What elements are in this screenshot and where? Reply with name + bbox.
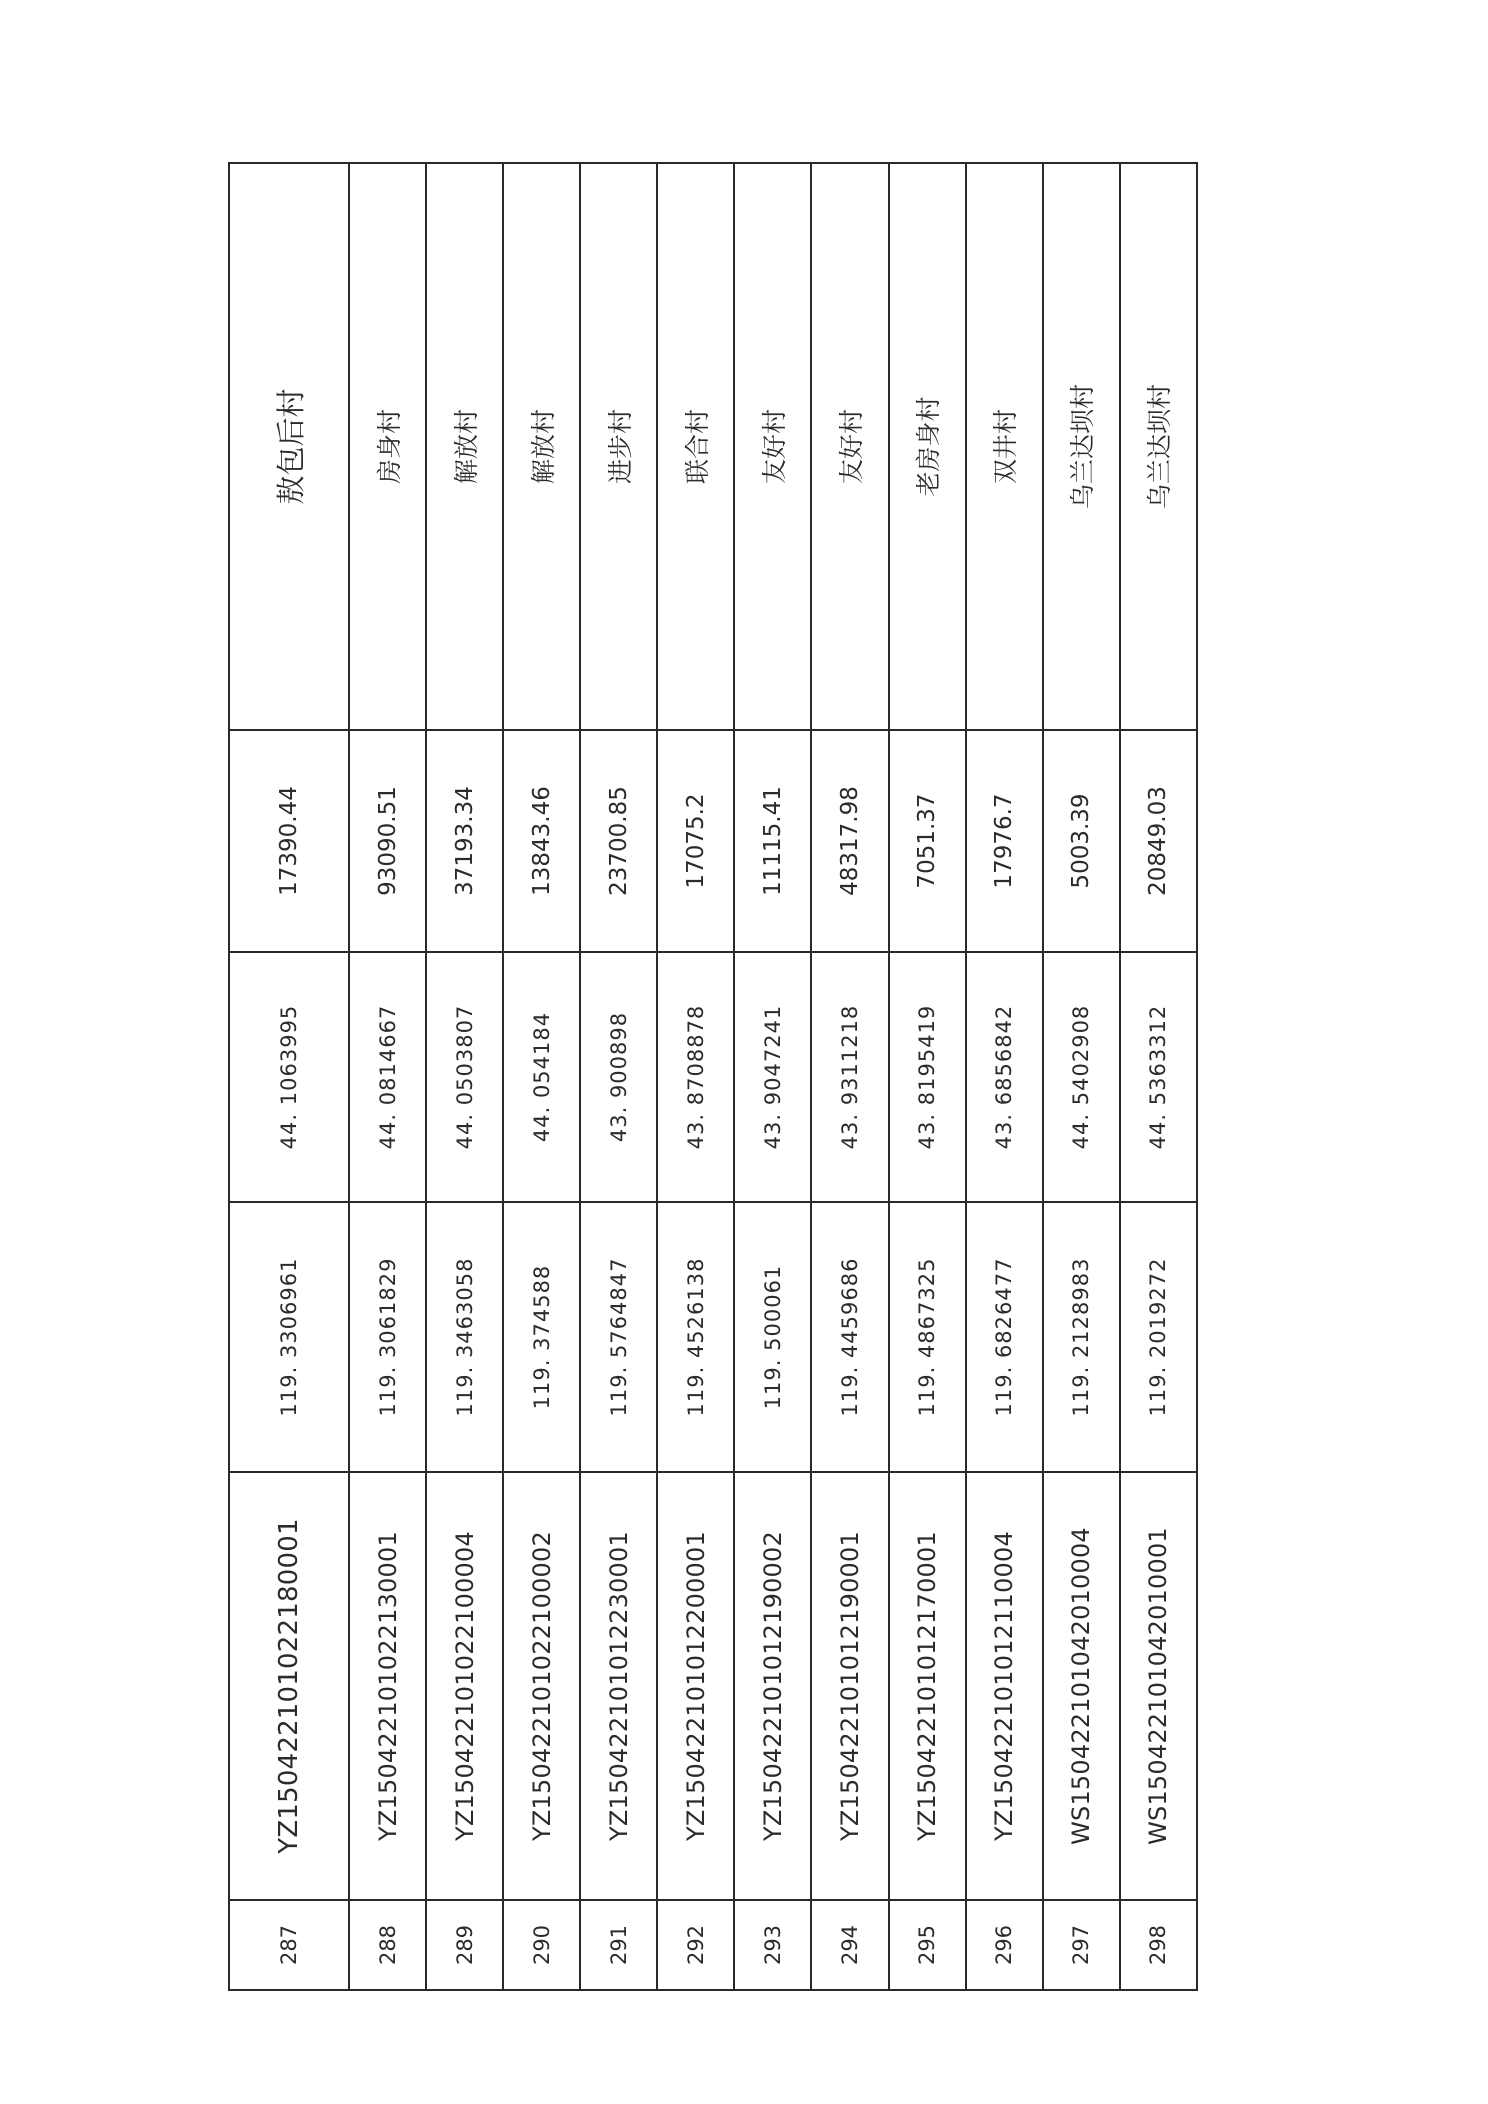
village-name: 联合村 — [657, 163, 734, 730]
row-number: 291 — [580, 1900, 657, 1990]
longitude: 119. 3061829 — [349, 1202, 426, 1472]
table-row — [1043, 163, 1120, 1990]
latitude: 44. 054184 — [503, 952, 580, 1202]
area-value: 37193.34 — [426, 730, 503, 952]
table-row — [734, 163, 811, 1990]
area-value: 7051.37 — [889, 730, 966, 952]
area-value: 93090.51 — [349, 730, 426, 952]
table-row — [1120, 163, 1197, 1990]
plot-code: YZ150422101012200001 — [657, 1472, 734, 1900]
data-table — [228, 162, 1198, 1991]
latitude: 44. 5363312 — [1120, 952, 1197, 1202]
village-name: 解放村 — [426, 163, 503, 730]
area-value: 11115.41 — [734, 730, 811, 952]
table-row — [426, 163, 503, 1990]
row-number: 297 — [1043, 1900, 1120, 1990]
table-row — [349, 163, 426, 1990]
plot-code: WS150422101042010001 — [1120, 1472, 1197, 1900]
table-row — [503, 163, 580, 1990]
longitude: 119. 3306961 — [229, 1202, 349, 1472]
row-number: 293 — [734, 1900, 811, 1990]
plot-code: YZ150422101022100004 — [426, 1472, 503, 1900]
row-number: 290 — [503, 1900, 580, 1990]
latitude: 44. 5402908 — [1043, 952, 1120, 1202]
village-name: 乌兰达坝村 — [1043, 163, 1120, 730]
longitude: 119. 4459686 — [811, 1202, 888, 1472]
latitude: 44. 0814667 — [349, 952, 426, 1202]
row-number: 295 — [889, 1900, 966, 1990]
village-name: 解放村 — [503, 163, 580, 730]
village-name: 敖包后村 — [229, 163, 349, 730]
table-row — [657, 163, 734, 1990]
latitude: 43. 6856842 — [966, 952, 1043, 1202]
village-name: 友好村 — [734, 163, 811, 730]
longitude: 119. 374588 — [503, 1202, 580, 1472]
village-name: 友好村 — [811, 163, 888, 730]
latitude: 44. 1063995 — [229, 952, 349, 1202]
village-name: 进步村 — [580, 163, 657, 730]
plot-code: YZ150422101012190001 — [811, 1472, 888, 1900]
latitude: 43. 8195419 — [889, 952, 966, 1202]
area-value: 17390.44 — [229, 730, 349, 952]
village-name: 房身村 — [349, 163, 426, 730]
table-row — [580, 163, 657, 1990]
area-value: 17976.7 — [966, 730, 1043, 952]
row-number: 287 — [229, 1900, 349, 1990]
village-name: 老房身村 — [889, 163, 966, 730]
row-number: 288 — [349, 1900, 426, 1990]
latitude: 43. 8708878 — [657, 952, 734, 1202]
area-value: 17075.2 — [657, 730, 734, 952]
row-number: 294 — [811, 1900, 888, 1990]
longitude: 119. 6826477 — [966, 1202, 1043, 1472]
plot-code: WS150422101042010004 — [1043, 1472, 1120, 1900]
village-name: 双井村 — [966, 163, 1043, 730]
latitude: 43. 900898 — [580, 952, 657, 1202]
area-value: 48317.98 — [811, 730, 888, 952]
plot-code: YZ150422101022130001 — [349, 1472, 426, 1900]
longitude: 119. 3463058 — [426, 1202, 503, 1472]
latitude: 43. 9311218 — [811, 952, 888, 1202]
plot-code: YZ150422101012110004 — [966, 1472, 1043, 1900]
plot-code: YZ150422101012170001 — [889, 1472, 966, 1900]
table-row — [889, 163, 966, 1990]
table-row — [811, 163, 888, 1990]
longitude: 119. 5764847 — [580, 1202, 657, 1472]
plot-code: YZ150422101012190002 — [734, 1472, 811, 1900]
longitude: 119. 2128983 — [1043, 1202, 1120, 1472]
row-number: 296 — [966, 1900, 1043, 1990]
table-row — [229, 163, 349, 1990]
row-number: 298 — [1120, 1900, 1197, 1990]
longitude: 119. 4526138 — [657, 1202, 734, 1472]
plot-code: YZ150422101022180001 — [229, 1472, 349, 1900]
village-name: 乌兰达坝村 — [1120, 163, 1197, 730]
area-value: 13843.46 — [503, 730, 580, 952]
row-number: 289 — [426, 1900, 503, 1990]
table-row — [966, 163, 1043, 1990]
area-value: 23700.85 — [580, 730, 657, 952]
row-number: 292 — [657, 1900, 734, 1990]
area-value: 5003.39 — [1043, 730, 1120, 952]
longitude: 119. 2019272 — [1120, 1202, 1197, 1472]
latitude: 44. 0503807 — [426, 952, 503, 1202]
table-region — [228, 164, 1198, 1991]
longitude: 119. 500061 — [734, 1202, 811, 1472]
rotated-table-container — [228, 164, 1198, 1991]
longitude: 119. 4867325 — [889, 1202, 966, 1472]
plot-code: YZ150422101012230001 — [580, 1472, 657, 1900]
latitude: 43. 9047241 — [734, 952, 811, 1202]
plot-code: YZ150422101022100002 — [503, 1472, 580, 1900]
area-value: 20849.03 — [1120, 730, 1197, 952]
